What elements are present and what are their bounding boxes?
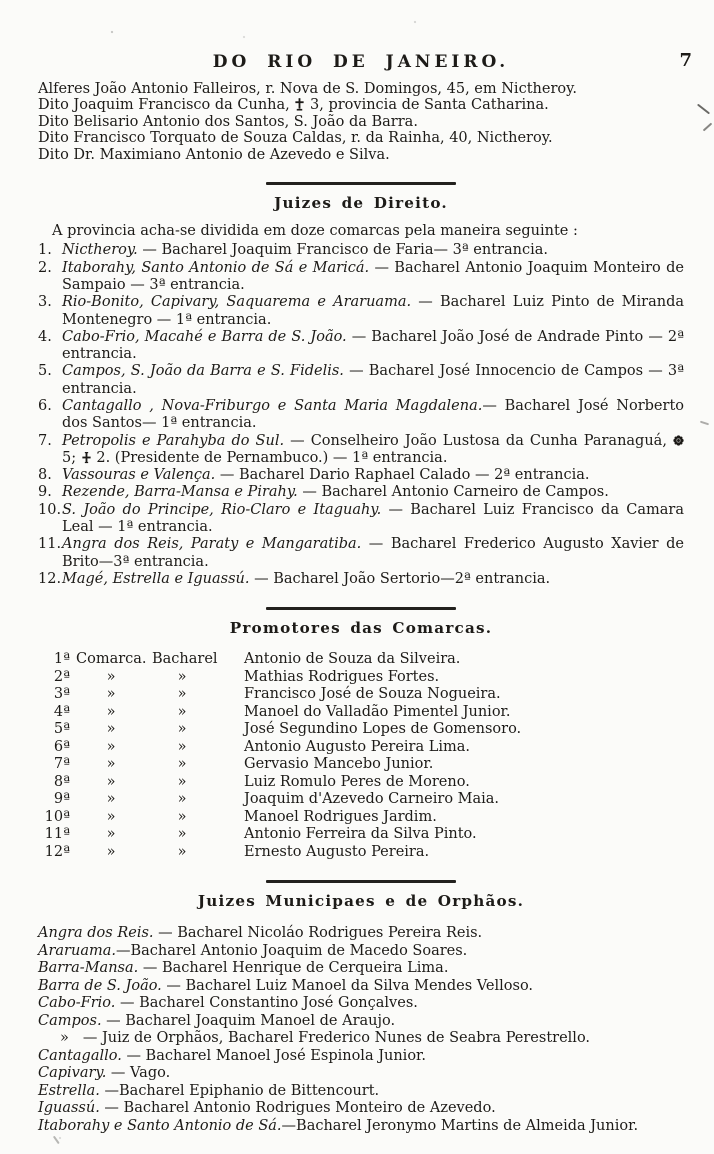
comarcas-list <box>38 242 684 588</box>
place-name: Barra-Mansa. <box>38 960 139 977</box>
place-name: Vassouras e Valença. <box>62 467 216 484</box>
text-run: — Bacharel José Innocencio de Campos — 3ª entrancia. <box>62 363 684 397</box>
ditto-bacharel: Bacharel <box>152 651 218 668</box>
row-number: 7ª <box>53 756 70 773</box>
promotores-table <box>38 651 684 861</box>
comarca-item <box>38 571 684 588</box>
row-number: 11ª <box>44 826 70 843</box>
officers-list <box>38 81 684 163</box>
intro-paragraph: A provincia acha-se dividida em doze comarcas pela maneira seguinte : <box>52 223 578 240</box>
text-run: —Bacharel Antonio Joaquim de Macedo Soares. <box>115 942 468 959</box>
place-name: S. João do Principe, Rio-Claro e Itaguahy. <box>62 501 382 518</box>
ditto-bacharel: » <box>177 703 187 720</box>
ditto-comarca: » <box>106 808 116 825</box>
promotor-name: Ernesto Augusto Pereira. <box>244 843 430 860</box>
text-run: —Bacharel Epiphanio de Bittencourt. <box>99 1082 380 1099</box>
medal-cross-icon <box>294 98 305 111</box>
item-number: 9. <box>38 484 52 501</box>
item-number: 6. <box>38 398 52 414</box>
comarca-item <box>38 260 684 295</box>
page-number: 7 <box>679 50 692 71</box>
promotor-name: Antonio Augusto Pereira Lima. <box>244 738 471 755</box>
promotor-row <box>38 739 684 757</box>
row-number: 3ª <box>53 686 70 703</box>
ditto-comarca: » <box>106 703 116 720</box>
text-run: — Bacharel Luiz Manoel da Silva Mendes Velloso. <box>161 977 534 994</box>
text-run: — Vago. <box>106 1065 171 1082</box>
ditto-comarca: » <box>106 756 116 773</box>
text-run: — Bacharel Luiz Francisco da Camara Leal — 1ª entrancia. <box>62 501 684 536</box>
place-name: Campos, S. João da Barra e S. Fidelis. <box>62 363 344 380</box>
section-heading-promotores: Promotores das Comarcas. <box>229 619 493 638</box>
municipal-entry <box>38 1030 684 1048</box>
place-name: Rezende, Barra-Mansa e Pirahy. <box>62 484 298 501</box>
place-name: Itaborahy, Santo Antonio de Sá e Maricá. <box>62 259 370 276</box>
promotor-name: Mathias Rodrigues Fortes. <box>244 668 440 685</box>
text-run: — Bacharel Joaquim Francisco de Faria— 3ª entrancia. <box>137 242 548 259</box>
ditto-bacharel: » <box>177 721 187 738</box>
text-run: Alferes João Antonio Falleiros, r. Nova de S. Domingos, 45, em Nictheroy. <box>38 81 577 97</box>
text-run: — Conselheiro João Lustosa da Cunha Paranaguá, <box>284 432 674 449</box>
promotor-row <box>38 774 684 792</box>
municipal-entry <box>38 1013 684 1031</box>
place-name: Barra de S. João. <box>38 977 162 994</box>
ditto-bacharel: » <box>177 668 187 685</box>
promotor-name: Manoel do Valladão Pimentel Junior. <box>244 703 511 720</box>
place-name: Iguassú. <box>38 1100 100 1117</box>
row-number: 5ª <box>53 721 70 738</box>
comarca-item <box>38 329 684 364</box>
ditto-bacharel: » <box>177 756 187 773</box>
plain-cross-icon <box>81 451 92 464</box>
ditto-comarca: » <box>106 773 116 790</box>
text-run: » <box>60 1030 69 1047</box>
row-number: 2ª <box>53 668 70 685</box>
item-number: 3. <box>38 294 52 311</box>
rosette-icon <box>673 434 684 447</box>
item-number: 5. <box>38 363 52 380</box>
promotor-name: Gervasio Mancebo Junior. <box>244 756 434 773</box>
comarca-item <box>38 433 684 468</box>
text-run: — Bacharel Antonio Joaquim Monteiro de Sampaio — 3ª entrancia. <box>62 259 684 293</box>
place-name: Capivary. <box>38 1065 107 1082</box>
place-name: Estrella. <box>38 1082 100 1099</box>
ditto-bacharel: » <box>177 773 187 790</box>
text-run: 5; <box>62 449 81 466</box>
comarca-item <box>38 242 684 259</box>
item-number: 8. <box>38 467 52 484</box>
section-heading-juizes-direito: Juizes de Direito. <box>274 194 448 213</box>
text-run: — Bacharel Antonio Carneiro de Campos. <box>297 484 609 501</box>
comarca-item <box>38 398 684 433</box>
text-run: 2. (Presidente de Pernambuco.) — 1ª entrancia. <box>91 449 448 466</box>
promotor-row <box>38 791 684 809</box>
place-name: Cabo-Frio, Macahé e Barra de S. João. <box>62 328 347 345</box>
section-divider <box>266 182 456 185</box>
text-run: — Bacharel Dario Raphael Calado — 2ª entrancia. <box>215 467 590 484</box>
place-name: Angra dos Reis, Paraty e Mangaratiba. <box>62 536 362 553</box>
municipal-entry <box>38 1065 684 1083</box>
place-name: Angra dos Reis. <box>38 925 154 942</box>
promotor-name: Manoel Rodrigues Jardim. <box>244 808 437 825</box>
comarca-item <box>38 502 684 537</box>
text-run: — Bacharel Henrique de Cerqueira Lima. <box>138 960 449 977</box>
row-number: 9ª <box>53 791 70 808</box>
ditto-comarca: » <box>106 791 116 808</box>
promotor-row <box>38 651 684 669</box>
item-number: 12. <box>38 570 62 587</box>
text-run: — Bacharel Luiz Pinto de Miranda Montenegro — 1ª entrancia. <box>62 294 684 328</box>
section-divider <box>266 880 456 883</box>
officer-line <box>38 97 684 113</box>
place-name: Cantagallo , Nova-Friburgo e Santa Maria Magdalena. <box>62 398 483 414</box>
comarca-item <box>38 484 684 501</box>
ditto-bacharel: » <box>177 686 187 703</box>
ditto-comarca: » <box>106 668 116 685</box>
municipal-entry <box>38 1083 684 1101</box>
text-run: — Bacharel Antonio Rodrigues Monteiro de Azevedo. <box>99 1100 496 1117</box>
text-run: 3, provincia de Santa Catharina. <box>305 97 549 114</box>
ditto-bacharel: » <box>177 738 187 755</box>
section-divider <box>266 607 456 610</box>
officer-line <box>38 130 684 146</box>
text-run: — Bacharel Joaquim Manoel de Araujo. <box>101 1012 396 1029</box>
promotor-row <box>38 809 684 827</box>
text-run: —Bacharel Jeronymo Martins de Almeida Junior. <box>281 1117 639 1134</box>
ditto-comarca: » <box>106 738 116 755</box>
row-number: 1ª <box>53 651 70 668</box>
municipal-entry <box>38 1118 684 1136</box>
place-name: Nictheroy. <box>62 242 138 259</box>
comarca-item <box>38 536 684 571</box>
text-run: — Bacharel João Sertorio—2ª entrancia. <box>249 570 551 587</box>
place-name: Campos. <box>38 1012 102 1029</box>
page-title: DO RIO DE JANEIRO. <box>212 52 510 72</box>
text-run: — Bacharel Nicoláo Rodrigues Pereira Reis. <box>153 925 483 942</box>
municipal-entry <box>38 995 684 1013</box>
promotor-name: Antonio de Souza da Silveira. <box>244 651 461 668</box>
place-name: Cantagallo. <box>38 1047 122 1064</box>
text-run: — Bacharel José Norberto dos Santos— 1ª entrancia. <box>62 398 684 432</box>
ditto-comarca: » <box>106 721 116 738</box>
promotor-row <box>38 756 684 774</box>
ditto-bacharel: » <box>177 808 187 825</box>
promotor-row <box>38 826 684 844</box>
item-number: 4. <box>38 328 52 345</box>
item-number: 10. <box>38 501 62 518</box>
promotor-name: José Segundino Lopes de Gomensoro. <box>244 721 522 738</box>
ditto-comarca: Comarca. <box>76 651 147 668</box>
municipal-entry <box>38 978 684 996</box>
text-run: — Bacharel João José de Andrade Pinto — 2ª entrancia. <box>62 328 684 363</box>
row-number: 12ª <box>44 843 70 860</box>
page-header <box>38 50 692 72</box>
ditto-comarca: » <box>106 843 116 860</box>
row-number: 4ª <box>53 703 70 720</box>
scan-artifact <box>53 1135 59 1143</box>
text-run: — Juiz de Orphãos, Bacharel Frederico Nunes de Seabra Perestrello. <box>82 1030 591 1047</box>
promotor-row <box>38 669 684 687</box>
promotor-name: Luiz Romulo Peres de Moreno. <box>244 773 470 790</box>
text-run: Dito Francisco Torquato de Souza Caldas, r. da Rainha, 40, Nictheroy. <box>38 130 553 147</box>
promotor-name: Antonio Ferreira da Silva Pinto. <box>244 826 477 843</box>
municipal-entry <box>38 1048 684 1066</box>
comarca-item <box>38 363 684 398</box>
municipal-entry <box>38 1100 684 1118</box>
promotor-name: Francisco José de Souza Nogueira. <box>244 686 501 703</box>
place-name: Petropolis e Parahyba do Sul. <box>62 432 285 449</box>
ditto-comarca: » <box>106 826 116 843</box>
promotor-row <box>38 704 684 722</box>
text-run: Dito Belisario Antonio dos Santos, S. João da Barra. <box>38 113 418 130</box>
municipal-entry <box>38 925 684 943</box>
ditto-bacharel: » <box>177 843 187 860</box>
promotor-name: Joaquim d'Azevedo Carneiro Maia. <box>244 791 500 808</box>
item-number: 11. <box>38 536 62 553</box>
ditto-comarca: » <box>106 686 116 703</box>
comarca-item <box>38 467 684 484</box>
municipal-entry <box>38 960 684 978</box>
text-run: Dito Joaquim Francisco da Cunha, <box>38 97 295 114</box>
item-number: 1. <box>38 242 52 259</box>
place-name: Rio-Bonito, Capivary, Saquarema e Araruama. <box>62 294 412 311</box>
officer-line <box>38 147 684 163</box>
place-name: Itaborahy e Santo Antonio de Sá. <box>38 1117 282 1134</box>
text-run: — Bacharel Constantino José Gonçalves. <box>115 995 418 1012</box>
promotor-row <box>38 686 684 704</box>
ditto-bacharel: » <box>177 826 187 843</box>
officer-line <box>38 114 684 130</box>
municipal-entry <box>38 943 684 961</box>
section-heading-municipaes: Juizes Municipaes e de Orphãos. <box>197 892 525 911</box>
place-name: Araruama. <box>38 942 116 959</box>
item-number: 2. <box>38 259 52 276</box>
place-name: Cabo-Frio. <box>38 995 116 1012</box>
officer-line <box>38 81 684 97</box>
row-number: 8ª <box>53 773 70 790</box>
place-name: Magé, Estrella e Iguassú. <box>62 570 250 587</box>
municipal-judges-list <box>38 925 684 1135</box>
comarca-item <box>38 294 684 329</box>
text-run: Dito Dr. Maximiano Antonio de Azevedo e Silva. <box>38 146 390 163</box>
promotor-row <box>38 721 684 739</box>
ditto-bacharel: » <box>177 791 187 808</box>
promotor-row <box>38 844 684 862</box>
row-number: 6ª <box>53 738 70 755</box>
row-number: 10ª <box>44 808 70 825</box>
text-run: — Bacharel Manoel José Espinola Junior. <box>121 1047 426 1064</box>
text-run: — Bacharel Frederico Augusto Xavier de Brito—3ª entrancia. <box>62 536 684 570</box>
item-number: 7. <box>38 432 52 449</box>
